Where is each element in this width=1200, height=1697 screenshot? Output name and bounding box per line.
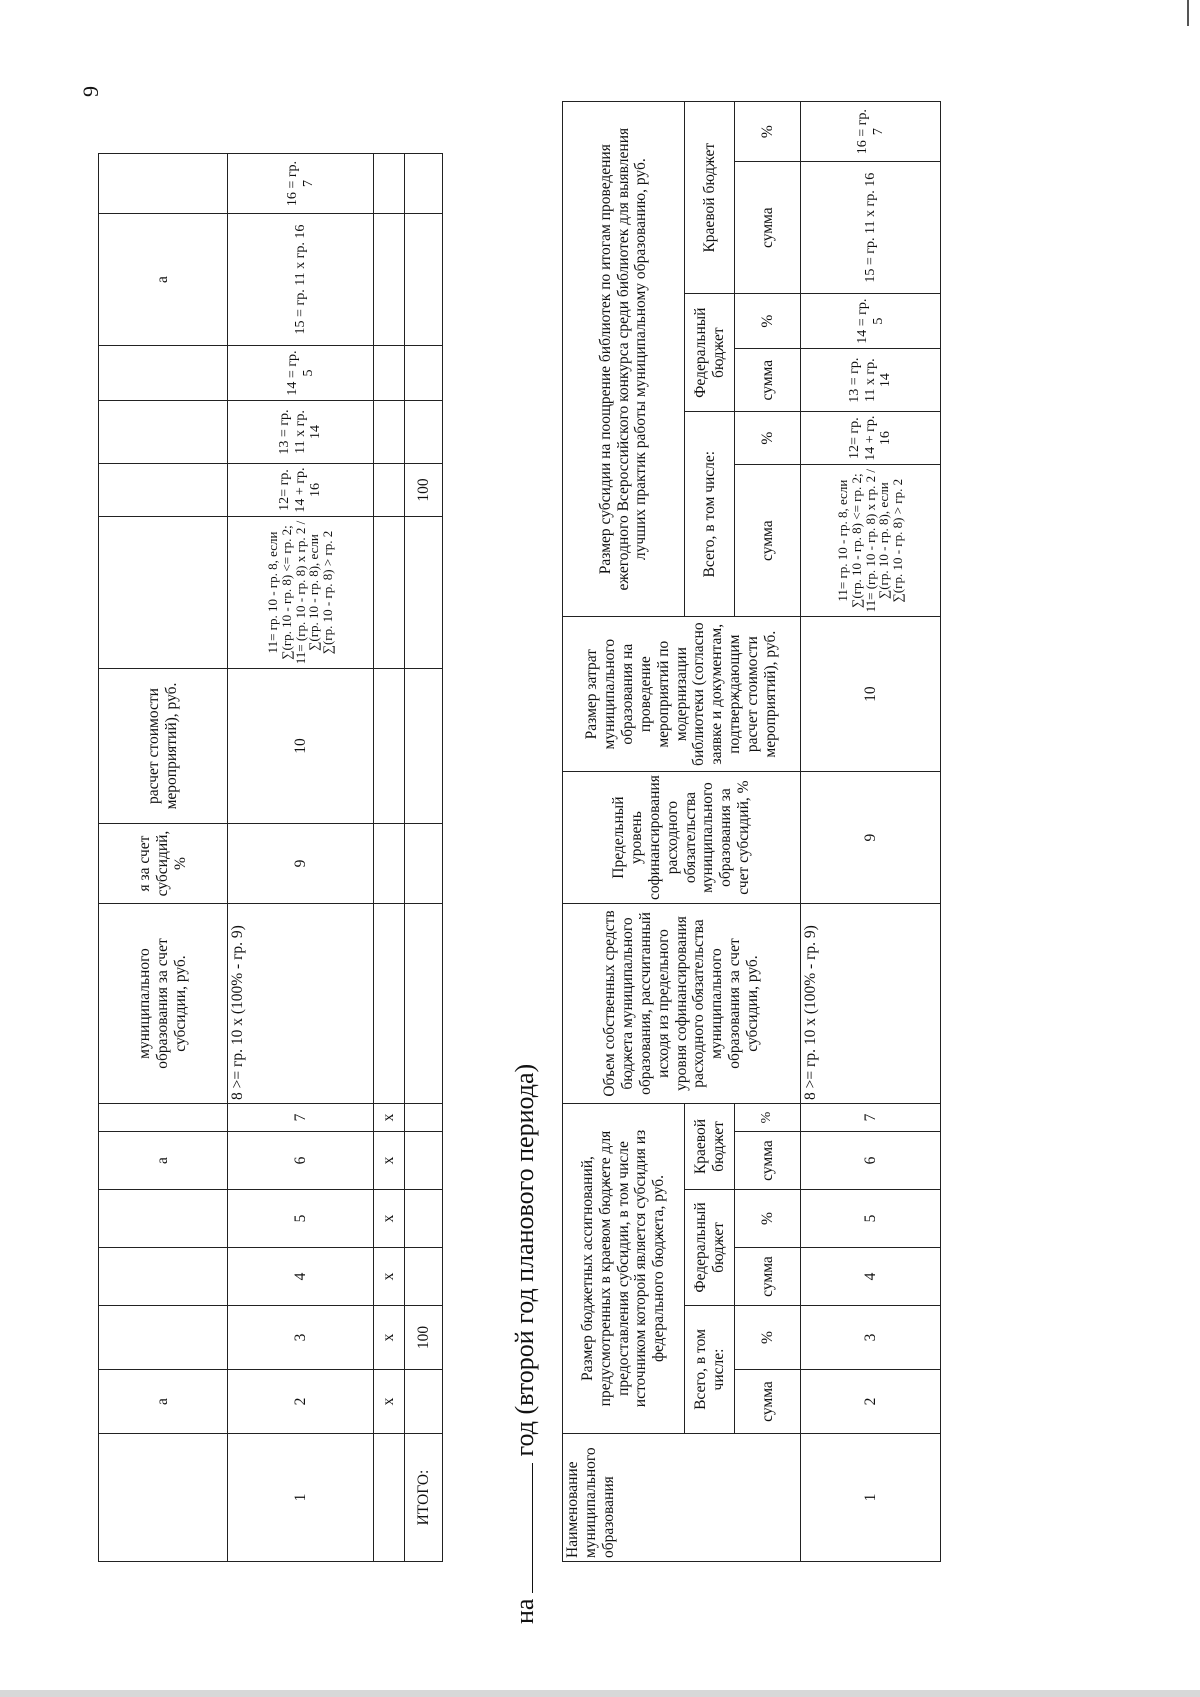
b-col-num-c1: 1	[801, 1434, 941, 1562]
header-fragment-c11	[99, 517, 228, 669]
header-row-1	[563, 102, 685, 1562]
header-regional-right: Краевой бюджет	[685, 102, 735, 294]
total-c11	[405, 517, 443, 669]
header-fragment-row	[99, 154, 228, 1562]
total-row	[405, 154, 443, 1562]
header-total-incl-right: Всего, в том числе:	[685, 412, 735, 617]
h3-sum-c4: сумма	[735, 1248, 801, 1306]
x-row-c5: х	[374, 1190, 405, 1248]
header-fragment-c12	[99, 464, 228, 517]
total-c3: 100	[405, 1306, 443, 1370]
header-subsidy-size: Размер субсидии на поощрение библиотек по итогам проведения ежегодного Всероссийского конкурса среди библиотек для выявления лучших практик работы муниципальному образованию, руб.	[563, 102, 685, 617]
header-total-incl-left: Всего, в том числе:	[685, 1306, 735, 1434]
x-row-c7: х	[374, 1104, 405, 1132]
header-fragment-c5	[99, 1190, 228, 1248]
total-c13	[405, 401, 443, 464]
section-prefix: на	[510, 1598, 539, 1624]
h3-sum-c11: сумма	[735, 465, 801, 617]
section-title-text: год (второй год планового периода)	[510, 1063, 539, 1457]
column-number-row	[228, 154, 374, 1562]
x-row-c16	[374, 154, 405, 214]
x-row-c2: х	[374, 1370, 405, 1434]
header-fragment-c4	[99, 1248, 228, 1306]
b-col-num-c8: 8 >= гр. 10 x (100% - гр. 9)	[801, 904, 941, 1104]
h3-sum-c6: сумма	[735, 1132, 801, 1190]
col-num-c1: 1	[228, 1434, 374, 1562]
b-col-num-c5: 5	[801, 1190, 941, 1248]
col-num-c11: 11= гр. 10 - гр. 8, если ∑(гр. 10 - гр. 8) <= гр. 2; 11= (гр. 10 - гр. 8) x гр. 2 / ∑(гр. 10 - гр. 8), если ∑(гр. 10 - гр. 8) > гр. 2	[228, 517, 374, 669]
b-col-num-c3: 3	[801, 1306, 941, 1370]
header-federal-left: Федеральный бюджет	[685, 1190, 735, 1306]
x-row-c14	[374, 346, 405, 401]
col-num-c12: 12= гр. 14 + гр. 16	[228, 464, 374, 517]
total-c6	[405, 1132, 443, 1190]
col-num-c9: 9	[228, 824, 374, 904]
x-row-c13	[374, 401, 405, 464]
h3-pct-c16: %	[735, 102, 801, 162]
total-c10	[405, 669, 443, 824]
bottom-table	[562, 101, 941, 1562]
col-num-c8: 8 >= гр. 10 x (100% - гр. 9)	[228, 904, 374, 1104]
b-col-num-c2: 2	[801, 1370, 941, 1434]
b-col-num-c7: 7	[801, 1104, 941, 1132]
x-row-c15	[374, 214, 405, 346]
header-budget-allocations: Размер бюджетных ассигнований, предусмотренных в краевом бюджете для предоставления субсидии, в том числе источником которой является субсидия из федерального бюджета, руб.	[563, 1104, 685, 1434]
total-c2	[405, 1370, 443, 1434]
total-c15	[405, 214, 443, 346]
header-fragment-c8: муниципального образования за счет субсидии, руб.	[99, 904, 228, 1104]
header-fragment-c9: я за счет субсидий, %	[99, 824, 228, 904]
header-fragment-c3	[99, 1306, 228, 1370]
b-col-num-c4: 4	[801, 1248, 941, 1306]
total-label: ИТОГО:	[405, 1434, 443, 1562]
header-fragment-c1	[99, 1434, 228, 1562]
h3-sum-c15: сумма	[735, 162, 801, 294]
b-col-num-c15: 15 = гр. 11 x гр. 16	[801, 162, 941, 294]
column-number-row-2	[801, 102, 941, 1562]
total-c14	[405, 346, 443, 401]
h3-pct-c12: %	[735, 412, 801, 465]
top-table	[98, 153, 443, 1562]
total-c5	[405, 1190, 443, 1248]
x-row	[374, 154, 405, 1562]
x-row-c10	[374, 669, 405, 824]
b-col-num-c13: 13 = гр. 11 x гр. 14	[801, 349, 941, 412]
col-num-c14: 14 = гр. 5	[228, 346, 374, 401]
x-row-c4: х	[374, 1248, 405, 1306]
b-col-num-c9: 9	[801, 772, 941, 904]
header-name: Наименование муниципального образования	[563, 1434, 801, 1562]
col-num-c3: 3	[228, 1306, 374, 1370]
x-row-c12	[374, 464, 405, 517]
b-col-num-c6: 6	[801, 1132, 941, 1190]
header-fragment-c14	[99, 346, 228, 401]
col-num-c7: 7	[228, 1104, 374, 1132]
header-fragment-c15: а	[99, 214, 228, 346]
col-num-c4: 4	[228, 1248, 374, 1306]
h3-pct-c5: %	[735, 1190, 801, 1248]
x-row-c1	[374, 1434, 405, 1562]
header-federal-right: Федеральный бюджет	[685, 294, 735, 412]
header-fragment-c13	[99, 401, 228, 464]
x-row-c9	[374, 824, 405, 904]
page-number: 9	[78, 86, 103, 97]
total-c16	[405, 154, 443, 214]
header-fragment-c10: расчет стоимости мероприятий), руб.	[99, 669, 228, 824]
total-c9	[405, 824, 443, 904]
b-col-num-c12: 12= гр. 14 + гр. 16	[801, 412, 941, 465]
h3-sum-c13: сумма	[735, 349, 801, 412]
header-fragment-c16	[99, 154, 228, 214]
b-col-num-c11: 11= гр. 10 - гр. 8, если ∑(гр. 10 - гр. 8) <= гр. 2; 11= (гр. 10 - гр. 8) x гр. 2 / ∑(гр. 10 - гр. 8), если ∑(гр. 10 - гр. 8) > гр. 2	[801, 465, 941, 617]
x-row-c8	[374, 904, 405, 1104]
header-regional-left: Краевой бюджет	[685, 1104, 735, 1190]
x-row-c3: х	[374, 1306, 405, 1370]
col-num-c10: 10	[228, 669, 374, 824]
col-num-c5: 5	[228, 1190, 374, 1248]
col-num-c16: 16 = гр. 7	[228, 154, 374, 214]
total-c8	[405, 904, 443, 1104]
col-num-c13: 13 = гр. 11 x гр. 14	[228, 401, 374, 464]
col-num-c2: 2	[228, 1370, 374, 1434]
header-own-funds: Объем собственных средств бюджета муниципального образования, рассчитанный исходя из предельного уровня софинансирования расходного обязательства муниципального образования за счет субсидии, руб.	[563, 904, 801, 1104]
b-col-num-c10: 10	[801, 617, 941, 772]
total-c12: 100	[405, 464, 443, 517]
h3-pct-c14: %	[735, 294, 801, 349]
col-num-c6: 6	[228, 1132, 374, 1190]
total-c7	[405, 1104, 443, 1132]
header-fragment-c7	[99, 1104, 228, 1132]
section-title	[510, 1064, 540, 1624]
blank-year-line	[510, 1463, 533, 1593]
header-max-level: Предельный уровень софинансирования расходного обязательства муниципального образования за счет субсидий, %	[563, 772, 801, 904]
header-fragment-c2: а	[99, 1370, 228, 1434]
h3-pct-c3: %	[735, 1306, 801, 1370]
b-col-num-c16: 16 = гр. 7	[801, 102, 941, 162]
h3-sum-c2: сумма	[735, 1370, 801, 1434]
x-row-c6: х	[374, 1132, 405, 1190]
header-fragment-c6: а	[99, 1132, 228, 1190]
h3-pct-c7: %	[735, 1104, 801, 1132]
x-row-c11	[374, 517, 405, 669]
total-c4	[405, 1248, 443, 1306]
header-costs: Размер затрат муниципального образования на проведение мероприятий по модернизации библиотеки (согласно заявке и документам, подтверждающим расчет стоимости мероприятий), руб.	[563, 617, 801, 772]
b-col-num-c14: 14 = гр. 5	[801, 294, 941, 349]
col-num-c15: 15 = гр. 11 x гр. 16	[228, 214, 374, 346]
